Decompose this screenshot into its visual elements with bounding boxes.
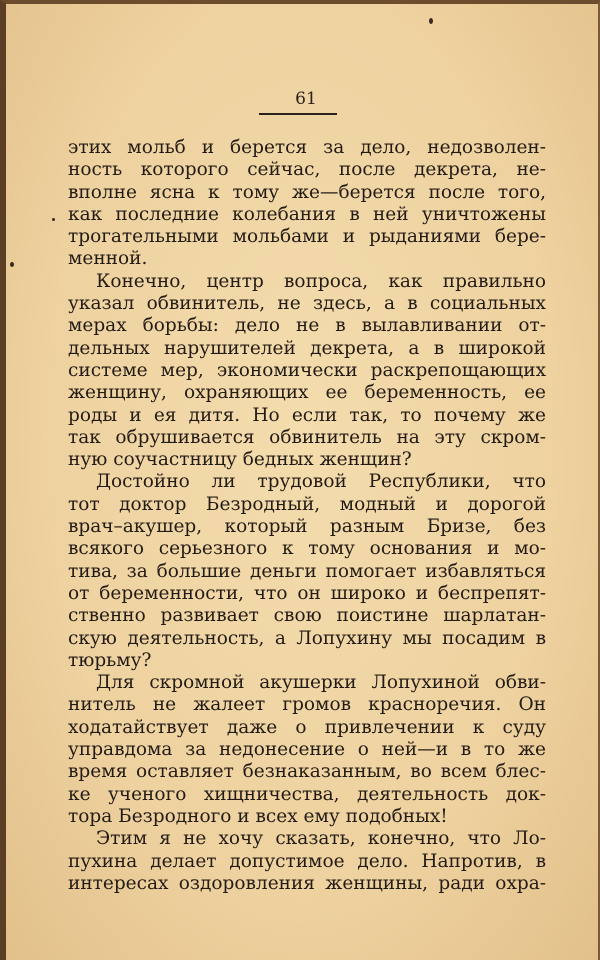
text-line: Достойно ли трудовой Республики, что <box>96 471 546 493</box>
ink-speck <box>52 218 55 221</box>
text-line: тот доктор Безродный, модный и дорогой <box>68 493 546 515</box>
text-line: ственно развивает свою поистине шарлатан- <box>68 605 546 627</box>
text-line: Этим я не хочу сказать, конечно, что Ло- <box>96 828 546 850</box>
text-line: тора Безродного и всех ему подобных! <box>68 805 448 827</box>
text-line: ке ученого хищничества, деятельность док- <box>68 783 546 805</box>
text-line: этих мольб и берется за дело, недозволен- <box>68 137 546 158</box>
text-line: дельных нарушителей декрета, а в широкой <box>68 337 546 359</box>
page-number-rule <box>259 113 337 115</box>
text-line: мерах борьбы: дело не в вылавливании от- <box>68 315 546 337</box>
text-line: менной. <box>68 248 148 270</box>
text-line: как последние колебания в ней уничтожены <box>68 203 546 225</box>
text-line: трогательными мольбами и рыданиями бере- <box>68 226 546 248</box>
text-line: время оставляет безнаказанным, во всем блес- <box>68 761 546 783</box>
text-line: скую деятельность, а Лопухину мы посадим в <box>68 627 546 649</box>
text-line: женщину, охраняющих ее беременность, ее <box>68 382 546 404</box>
text-line: так обрушивается обвинитель на эту скром- <box>68 426 546 448</box>
text-line: указал обвинитель, не здесь, а в социальных <box>68 293 546 315</box>
paragraph-1 <box>68 137 546 271</box>
text-line: Для скромной акушерки Лопухиной обви- <box>96 672 546 694</box>
paragraph-3 <box>68 471 546 672</box>
text-line: тива, за большие деньги помогает избавляться <box>68 560 546 582</box>
body-text <box>68 137 546 895</box>
ink-speck <box>429 18 433 24</box>
text-line: роды и ея дитя. Но если так, то почему же <box>68 404 546 426</box>
text-line: всякого серьезного к тому основания и мо- <box>68 538 546 560</box>
text-line: врач–акушер, который разным Бризе, без <box>68 516 546 538</box>
ink-speck <box>10 262 14 267</box>
text-line: тюрьму? <box>68 649 152 671</box>
paragraph-5 <box>68 828 546 895</box>
text-line: ность которого сейчас, после декрета, не- <box>68 159 546 181</box>
text-line: ную соучастницу бедных женщин? <box>68 449 412 471</box>
text-line: от беременности, что он широко и беспрепят- <box>68 582 546 604</box>
text-line: Конечно, центр вопроса, как правильно <box>96 270 546 292</box>
text-line: ходатайствует даже о привлечении к суду <box>68 716 546 738</box>
paragraph-2 <box>68 271 546 472</box>
text-line: нитель не жалеет громов красноречия. Он <box>68 694 546 716</box>
page-number: 61 <box>295 89 317 109</box>
text-line: вполне ясна к тому же—берется после того, <box>68 181 546 203</box>
text-line: пухина делает допустимое дело. Напротив, в <box>68 850 546 872</box>
text-line: системе мер, экономически раскрепощающих <box>68 359 546 381</box>
paragraph-4 <box>68 672 546 828</box>
text-line: интересах оздоровления женщины, ради охра- <box>68 872 546 894</box>
text-line: управдома за недонесение о ней—и в то же <box>68 739 546 761</box>
